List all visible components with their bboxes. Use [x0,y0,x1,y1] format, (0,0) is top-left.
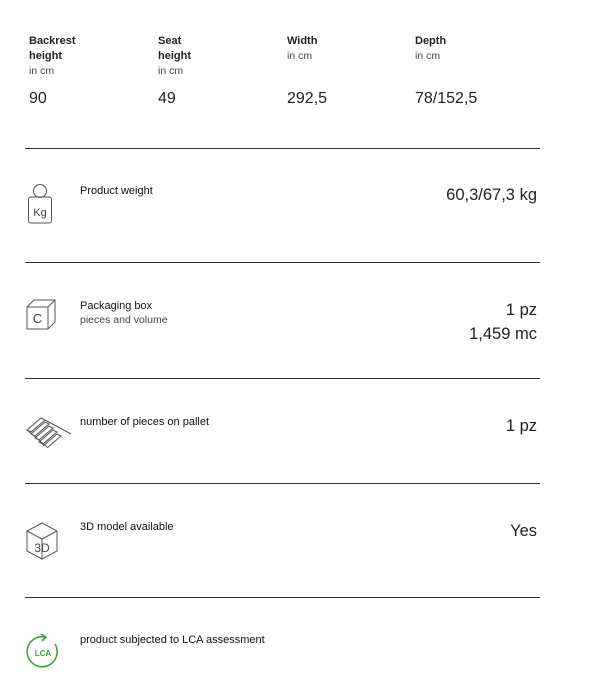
dim-value: 49 [158,90,176,107]
packaging-box-icon [25,298,57,338]
lca-icon-text: LCA [34,649,52,658]
dim-value: 292,5 [287,90,328,107]
dim-label: Depth [415,35,447,47]
dim-label: Seat [158,35,182,47]
dim-label: Backrest [29,35,76,47]
dimensions-grid [29,34,540,114]
dim-unit: in cm [29,65,55,77]
3d-cube-icon [25,521,57,561]
spec-label: 3D model available [80,521,174,533]
divider [25,378,540,379]
spec-sublabel: pieces and volume [80,314,168,326]
dim-depth [415,34,535,107]
spec-value: 60,3/67,3 kg [446,186,537,204]
packaging-icon-text: C [32,311,43,326]
dim-seat-height [158,34,278,107]
dim-unit: in cm [287,50,313,62]
dim-label: Width [287,35,318,47]
spec-label: number of pieces on pallet [80,416,210,428]
divider [25,262,540,263]
spec-label-main: Packaging box [80,300,153,312]
spec-value: Yes [510,522,537,540]
dim-label: height [29,50,62,62]
divider [25,148,540,149]
dim-label: height [158,50,191,62]
dim-value: 90 [29,90,47,107]
dim-backrest-height [29,34,149,107]
dim-unit: in cm [158,65,184,77]
spec-value-pieces: 1 pz [505,301,537,319]
weight-kg-icon [25,183,57,223]
spec-value: 1 pz [505,417,537,435]
divider [25,483,540,484]
pallet-icon [25,416,73,456]
lca-icon [25,634,61,674]
spec-value [469,298,537,346]
spec-label: Product weight [80,185,153,197]
3d-icon-text: 3D [34,541,50,555]
divider [25,597,540,598]
spec-value-volume: 1,459 mc [469,325,537,343]
spec-label: product subjected to LCA assessment [80,634,265,646]
weight-icon-text: Kg [33,207,47,219]
dim-value: 78/152,5 [415,90,478,107]
spec-label [80,299,168,327]
dim-unit: in cm [415,50,441,62]
dim-width [287,34,407,107]
